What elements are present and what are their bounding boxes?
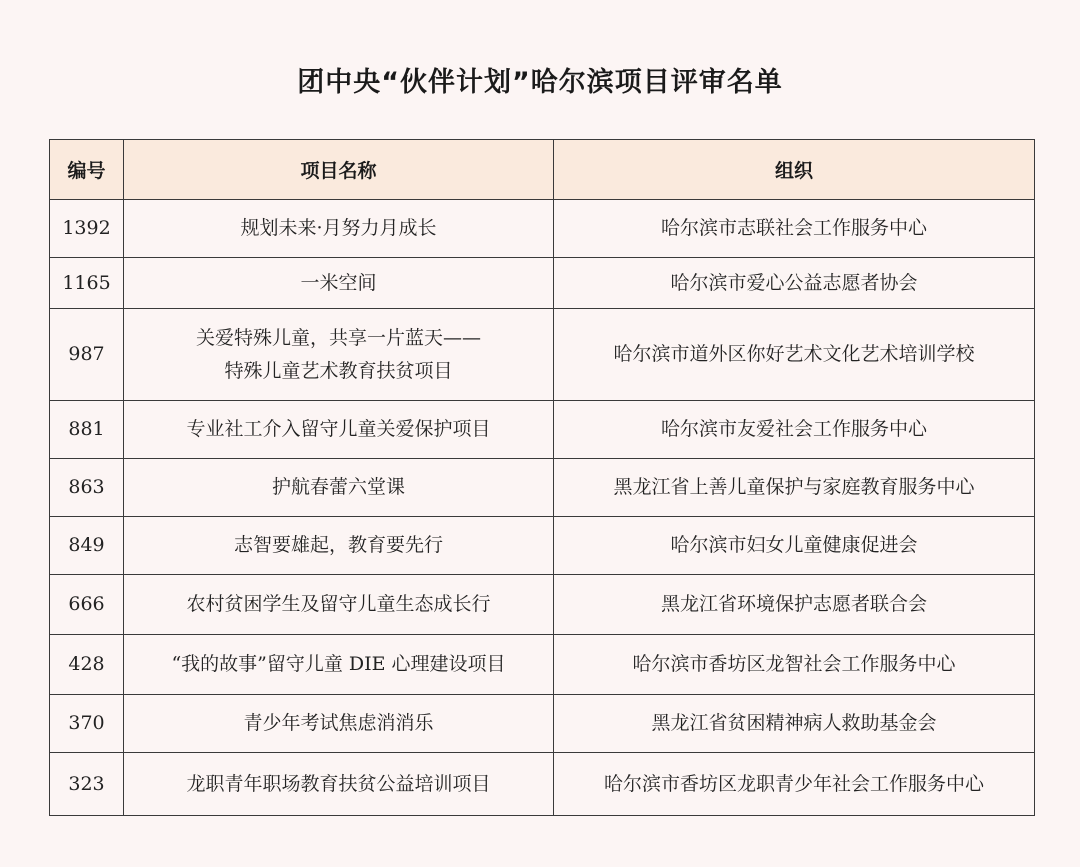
column-header-project: 项目名称 bbox=[124, 140, 554, 200]
column-header-org: 组织 bbox=[554, 140, 1035, 200]
table-row bbox=[50, 575, 1035, 635]
organization-name: 黑龙江省上善儿童保护与家庭教育服务中心 bbox=[554, 459, 1035, 517]
table-row bbox=[50, 401, 1035, 459]
organization-name: 哈尔滨市爱心公益志愿者协会 bbox=[554, 258, 1035, 309]
project-name-line: 一米空间 bbox=[300, 271, 377, 294]
organization-name: 哈尔滨市妇女儿童健康促进会 bbox=[554, 517, 1035, 575]
organization-name: 哈尔滨市志联社会工作服务中心 bbox=[554, 200, 1035, 258]
table-row bbox=[50, 200, 1035, 258]
page-title: 团中央“伙伴计划”哈尔滨项目评审名单 bbox=[297, 67, 783, 98]
project-name bbox=[124, 695, 554, 753]
project-name bbox=[124, 517, 554, 575]
project-name-line: “我的故事”留守儿童 DIE 心理建设项目 bbox=[171, 653, 506, 675]
organization-name: 哈尔滨市友爱社会工作服务中心 bbox=[554, 401, 1035, 459]
row-number: 370 bbox=[50, 695, 124, 753]
organization-name: 哈尔滨市香坊区龙智社会工作服务中心 bbox=[554, 635, 1035, 695]
row-number: 987 bbox=[50, 309, 124, 401]
row-number: 666 bbox=[50, 575, 124, 635]
project-name-line: 特殊儿童艺术教育扶贫项目 bbox=[224, 359, 453, 382]
organization-name: 哈尔滨市道外区你好艺术文化艺术培训学校 bbox=[554, 309, 1035, 401]
table-header-row bbox=[50, 140, 1035, 200]
review-list-table bbox=[49, 139, 1035, 816]
organization-name: 哈尔滨市香坊区龙职青少年社会工作服务中心 bbox=[554, 753, 1035, 816]
project-name-line: 专业社工介入留守儿童关爱保护项目 bbox=[186, 418, 491, 440]
project-name-line: 志智要雄起，教育要先行 bbox=[233, 534, 443, 556]
table-row bbox=[50, 459, 1035, 517]
project-name bbox=[124, 635, 554, 695]
project-name-line: 关爱特殊儿童，共享一片蓝天—— bbox=[195, 326, 481, 349]
row-number: 428 bbox=[50, 635, 124, 695]
organization-name: 黑龙江省环境保护志愿者联合会 bbox=[554, 575, 1035, 635]
project-name-line: 规划未来·月努力月成长 bbox=[240, 217, 437, 239]
project-name-line: 青少年考试焦虑消消乐 bbox=[243, 712, 434, 734]
project-name bbox=[124, 575, 554, 635]
row-number: 849 bbox=[50, 517, 124, 575]
row-number: 323 bbox=[50, 753, 124, 816]
project-name bbox=[124, 309, 554, 401]
organization-name: 黑龙江省贫困精神病人救助基金会 bbox=[554, 695, 1035, 753]
row-number: 1392 bbox=[50, 200, 124, 258]
project-name-line: 龙职青年职场教育扶贫公益培训项目 bbox=[186, 772, 491, 795]
project-name bbox=[124, 401, 554, 459]
project-name-line: 农村贫困学生及留守儿童生态成长行 bbox=[186, 593, 491, 615]
row-number: 1165 bbox=[50, 258, 124, 309]
table-row bbox=[50, 635, 1035, 695]
row-number: 881 bbox=[50, 401, 124, 459]
project-name-line: 护航春蕾六堂课 bbox=[271, 476, 405, 498]
table-row bbox=[50, 258, 1035, 309]
table-row bbox=[50, 517, 1035, 575]
table-row bbox=[50, 309, 1035, 401]
project-name bbox=[124, 258, 554, 309]
project-name bbox=[124, 200, 554, 258]
column-header-number: 编号 bbox=[50, 140, 124, 200]
project-name bbox=[124, 753, 554, 816]
table-row bbox=[50, 753, 1035, 816]
table-row bbox=[50, 695, 1035, 753]
row-number: 863 bbox=[50, 459, 124, 517]
project-name bbox=[124, 459, 554, 517]
